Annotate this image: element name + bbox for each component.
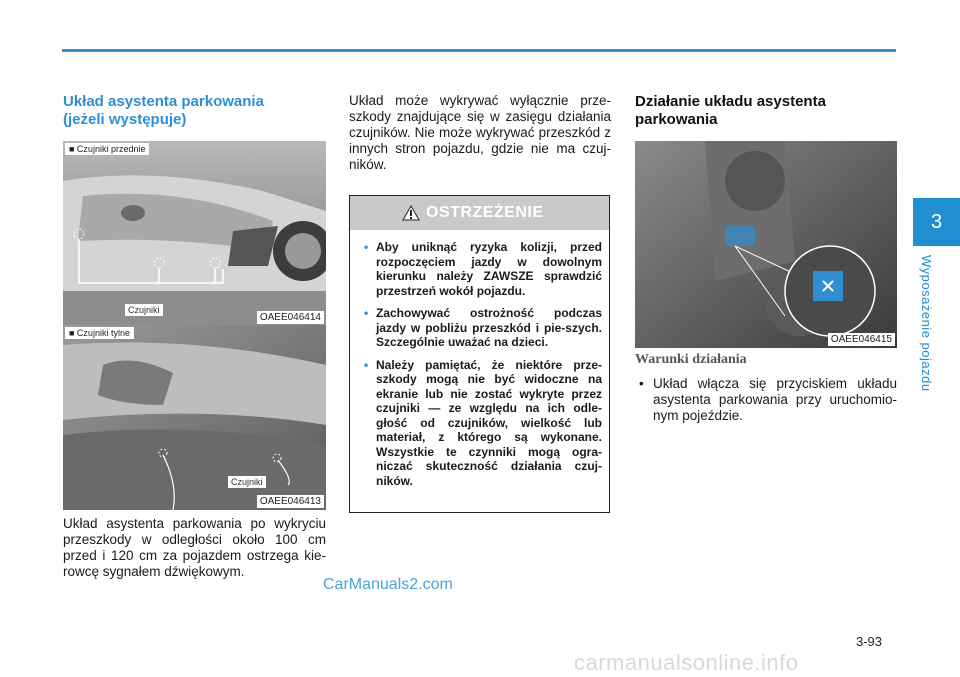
chapter-side-label bbox=[918, 255, 950, 405]
rear-car-illustration bbox=[63, 325, 326, 510]
footer-watermark: carmanualsonline.info bbox=[574, 650, 799, 675]
warning-item: • Aby uniknąć ryzyka kolizji, przed rozpoczęciem jazdy w dowolnym kierunku należy ZAWSZE sprawdzić przestrzeń wokół pojazdu. bbox=[364, 240, 602, 298]
warning-item: • Należy pamiętać, że niektóre prze-szkody mogą nie być widoczne na ekranie lub nie zostać wykryte przez czujniki — ze względu na ich odle-głość od czujników, wielkość lub materiał, z którego są wykonane. Wszystkie te czynniki mogą ogra-niczać skuteczność działania czuj-ników. bbox=[364, 357, 602, 488]
chapter-number-tab[interactable]: 3 bbox=[913, 198, 960, 246]
warning-header bbox=[350, 196, 609, 230]
figure-code: OAEE046415 bbox=[828, 333, 895, 346]
figure-caption: ■ Czujniki tylne bbox=[65, 327, 134, 339]
left-column bbox=[63, 93, 326, 129]
left-paragraph: Układ asystenta parkowania po wykryciu przeszkody w odległości około 100 cm przed i 120 cm za pojazdem ostrzega kie-rowcę sygnałem dźwiękowym. bbox=[63, 516, 326, 579]
sensors-label: Czujniki bbox=[125, 304, 163, 316]
sensors-label: Czujniki bbox=[228, 476, 266, 488]
rear-sensors-figure bbox=[63, 325, 326, 510]
warning-box bbox=[349, 195, 610, 513]
page-number: 3-93 bbox=[856, 634, 883, 649]
right-column bbox=[635, 93, 897, 129]
parking-button-figure bbox=[635, 141, 897, 348]
middle-paragraph: Układ może wykrywać wyłącznie prze-szkody znajdujące się w zasięgu działania czujników. Nie może wykrywać przeszkód z innych stron pojazdu, gdzie nie ma czuj-ników. bbox=[349, 93, 611, 172]
warning-title: OSTRZEŻENIE bbox=[426, 204, 544, 221]
warning-item: • Zachowywać ostrożność podczas jazdy w pobliżu przeszkód i pie-szych. Szczególnie uważać na dzieci. bbox=[364, 306, 602, 349]
section-heading-right: Działanie układu asystenta parkowania bbox=[635, 93, 826, 128]
conditions-bullet: • Układ włącza się przyciskiem układu asystenta parkowania przy uruchomio-nym pojeździe. bbox=[639, 376, 897, 423]
warning-list bbox=[364, 240, 602, 496]
warning-icon bbox=[402, 205, 420, 221]
section-heading: Układ asystenta parkowania (jeżeli występuje) bbox=[63, 93, 264, 128]
figure-caption: ■ Czujniki przednie bbox=[65, 143, 149, 155]
front-sensors-figure bbox=[63, 141, 326, 326]
top-rule bbox=[62, 49, 896, 52]
figure-code: OAEE046413 bbox=[257, 495, 324, 508]
conditions-subheading: Warunki działania bbox=[635, 352, 747, 367]
chapter-title: Wyposażenie pojazdu bbox=[919, 255, 934, 392]
front-car-illustration bbox=[63, 141, 326, 326]
console-illustration bbox=[635, 141, 897, 348]
figure-code: OAEE046414 bbox=[257, 311, 324, 324]
watermark[interactable]: CarManuals2.com bbox=[323, 576, 453, 593]
